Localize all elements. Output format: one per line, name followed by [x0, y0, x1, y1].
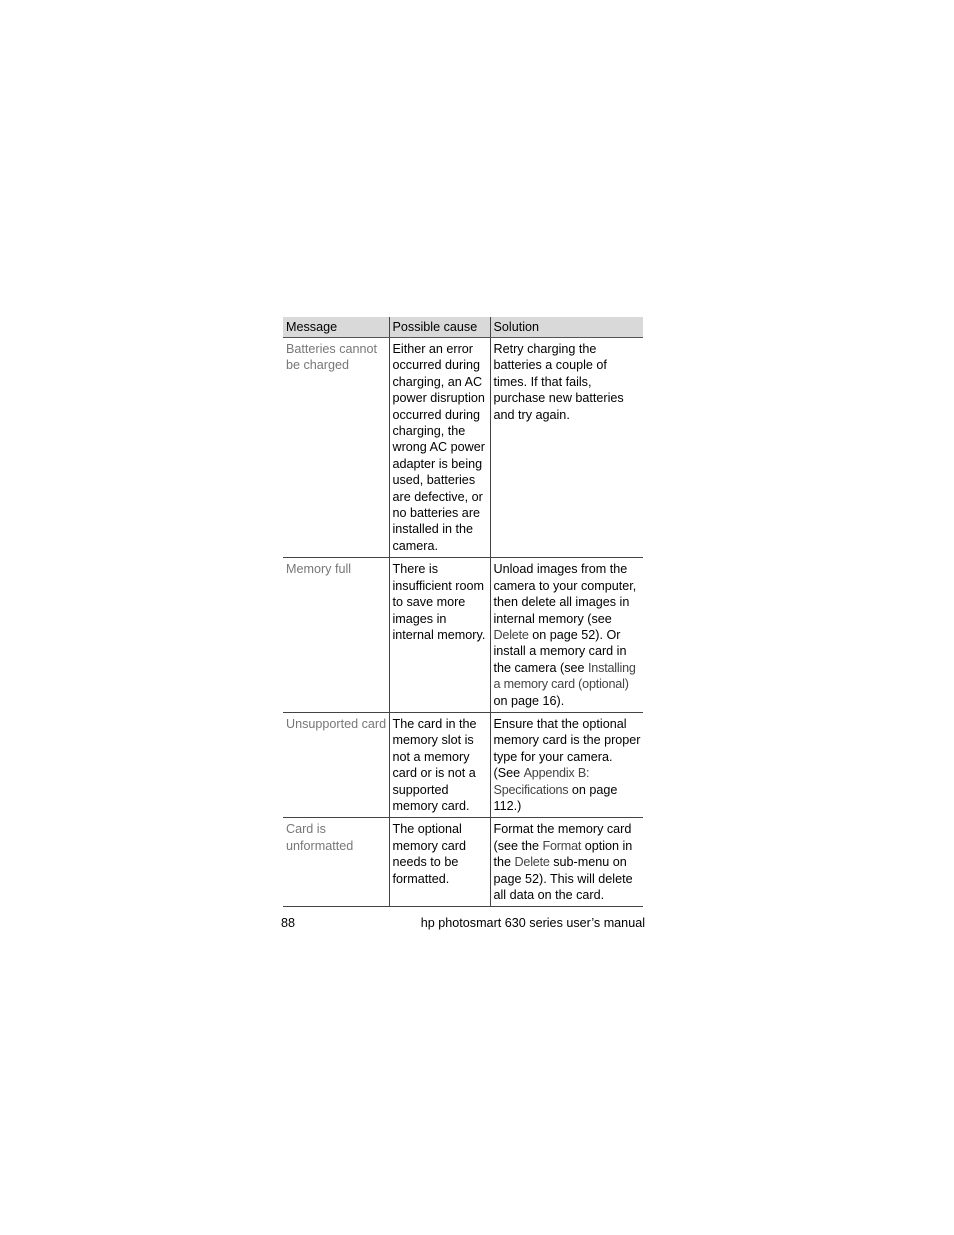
message-cell: Memory full: [283, 558, 389, 713]
solution-cell: [490, 818, 643, 907]
table-header-row: [283, 317, 643, 338]
cause-cell: The optional memory card needs to be formatted.: [389, 818, 490, 907]
cross-reference-format: Format: [542, 838, 582, 853]
solution-text: Unload images from the camera to your computer, then delete all images in internal memory (see: [493, 562, 637, 626]
solution-cell: [490, 712, 643, 817]
cross-reference-installing-memory-card: Installing a memory card (optional): [493, 660, 636, 692]
table-row: [283, 712, 643, 817]
cross-reference-delete: Delete: [493, 627, 529, 642]
solution-text: option in the: [493, 838, 633, 870]
header-message: Message: [283, 317, 389, 338]
solution-text: on page 16).: [493, 693, 565, 708]
error-messages-table: [283, 317, 643, 907]
solution-text: Format the memory card (see the: [493, 822, 632, 853]
solution-text: on page 112.): [493, 782, 618, 813]
cause-cell: Either an error occurred during charging, an AC power disruption occurred during charging, the wrong AC power adapter is being used, batteries are defective, or no batteries are installed in the camera.: [389, 338, 490, 558]
solution-text: Retry charging the batteries a couple of times. If that fails, purchase new batteries and try again.: [493, 342, 624, 422]
solution-text: sub-menu on page 52). This will delete all data on the card.: [493, 855, 633, 902]
message-cell: Unsupported card: [283, 712, 389, 817]
message-cell: Card is unformatted: [283, 818, 389, 907]
solution-text: Ensure that the optional memory card is the proper type for your camera. (See: [493, 716, 641, 781]
table-row: [283, 558, 643, 713]
cross-reference-delete: Delete: [514, 855, 550, 870]
header-possible-cause: Possible cause: [389, 317, 490, 338]
solution-cell: [490, 558, 643, 713]
cause-cell: There is insufficient room to save more images in internal memory.: [389, 558, 490, 713]
header-solution: Solution: [490, 317, 643, 338]
page-number: 88: [281, 916, 296, 930]
cause-cell: The card in the memory slot is not a memory card or is not a supported memory card.: [389, 712, 490, 817]
cross-reference-appendix-b: Appendix B: Specifications: [493, 766, 590, 797]
table-row: [283, 818, 643, 907]
table-row: [283, 338, 643, 558]
solution-text: on page 52). Or install a memory card in the camera (see: [493, 627, 627, 675]
solution-cell: [490, 338, 643, 558]
message-cell: Batteries cannot be charged: [283, 338, 389, 558]
manual-title: hp photosmart 630 series user’s manual: [420, 916, 645, 930]
